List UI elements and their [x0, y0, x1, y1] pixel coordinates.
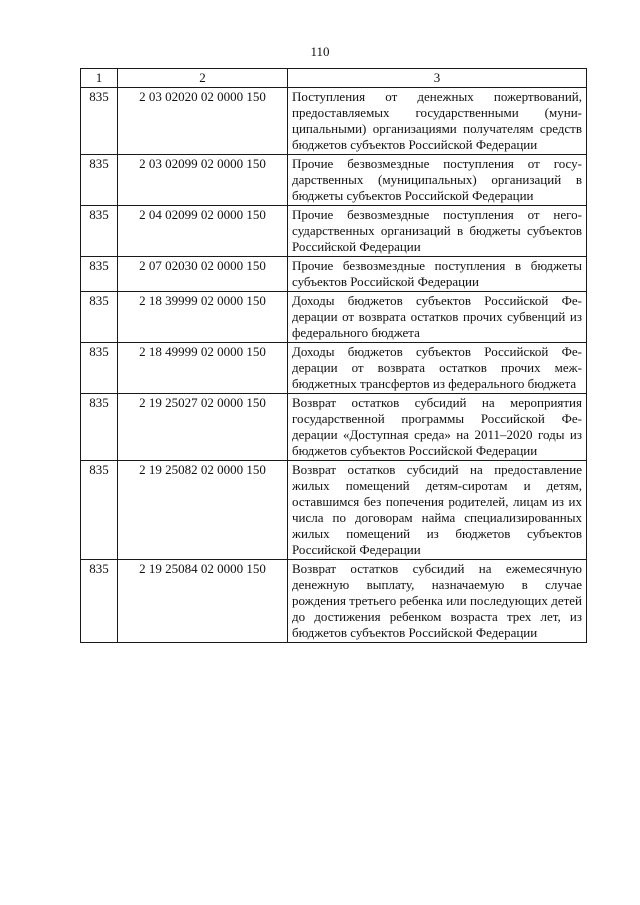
column-header-2: 2: [118, 69, 288, 88]
table-row: [81, 560, 587, 643]
table-row: [81, 206, 587, 257]
budget-code-cell: 2 18 49999 02 0000 150: [118, 343, 288, 394]
budget-code-cell: 2 03 02099 02 0000 150: [118, 155, 288, 206]
table-row: [81, 257, 587, 292]
description-cell: Прочие безвозмездные поступления в бюджеты субъектов Российской Федерации: [288, 257, 587, 292]
administrator-code-cell: 835: [81, 155, 118, 206]
description-cell: Возврат остатков субсидий на мероприятия государственной программы Российской Федерации «Доступная среда» на 2011–2020 годы из бюджетов субъектов Российской Федерации: [288, 394, 587, 461]
table-row: [81, 343, 587, 394]
budget-code-cell: 2 18 39999 02 0000 150: [118, 292, 288, 343]
budget-code-cell: 2 03 02020 02 0000 150: [118, 88, 288, 155]
column-header-3: 3: [288, 69, 587, 88]
budget-classification-table: [80, 68, 587, 643]
administrator-code-cell: 835: [81, 206, 118, 257]
table-row: [81, 155, 587, 206]
budget-code-cell: 2 19 25082 02 0000 150: [118, 461, 288, 560]
budget-code-cell: 2 19 25084 02 0000 150: [118, 560, 288, 643]
administrator-code-cell: 835: [81, 88, 118, 155]
administrator-code-cell: 835: [81, 461, 118, 560]
table-row: [81, 88, 587, 155]
description-cell: Возврат остатков субсидий на ежемесячную денежную выплату, назначаемую в случае рождения третьего ребенка или последующих детей до достижения ребенком возраста трех лет, из бюджетов субъектов Российской Федерации: [288, 560, 587, 643]
administrator-code-cell: 835: [81, 257, 118, 292]
budget-code-cell: 2 19 25027 02 0000 150: [118, 394, 288, 461]
budget-code-cell: 2 04 02099 02 0000 150: [118, 206, 288, 257]
description-cell: Доходы бюджетов субъектов Российской Федерации от возврата остатков прочих субвенций из федерального бюджета: [288, 292, 587, 343]
administrator-code-cell: 835: [81, 560, 118, 643]
description-cell: Возврат остатков субсидий на предоставление жилых помещений детям-сиротам и детям, оставшимся без попечения родителей, лицам из их числа по договорам найма специализированных жилых помещений из бюджетов субъектов Российской Федерации: [288, 461, 587, 560]
table-header-row: [81, 69, 587, 88]
description-cell: Прочие безвозмездные поступления от негосударственных организаций в бюджеты субъектов Российской Федерации: [288, 206, 587, 257]
page-number: 110: [310, 44, 330, 59]
administrator-code-cell: 835: [81, 394, 118, 461]
description-cell: Прочие безвозмездные поступления от государственных (муниципальных) организаций в бюджеты субъектов Российской Федерации: [288, 155, 587, 206]
administrator-code-cell: 835: [81, 292, 118, 343]
administrator-code-cell: 835: [81, 343, 118, 394]
table-row: [81, 394, 587, 461]
budget-code-cell: 2 07 02030 02 0000 150: [118, 257, 288, 292]
description-cell: Поступления от денежных пожертвований, предоставляемых государственными (муниципальными) организациями получателям средств бюджетов субъектов Российской Федерации: [288, 88, 587, 155]
table-row: [81, 461, 587, 560]
description-cell: Доходы бюджетов субъектов Российской Федерации от возврата остатков прочих межбюджетных трансфертов из федерального бюджета: [288, 343, 587, 394]
table-row: [81, 292, 587, 343]
column-header-1: 1: [81, 69, 118, 88]
